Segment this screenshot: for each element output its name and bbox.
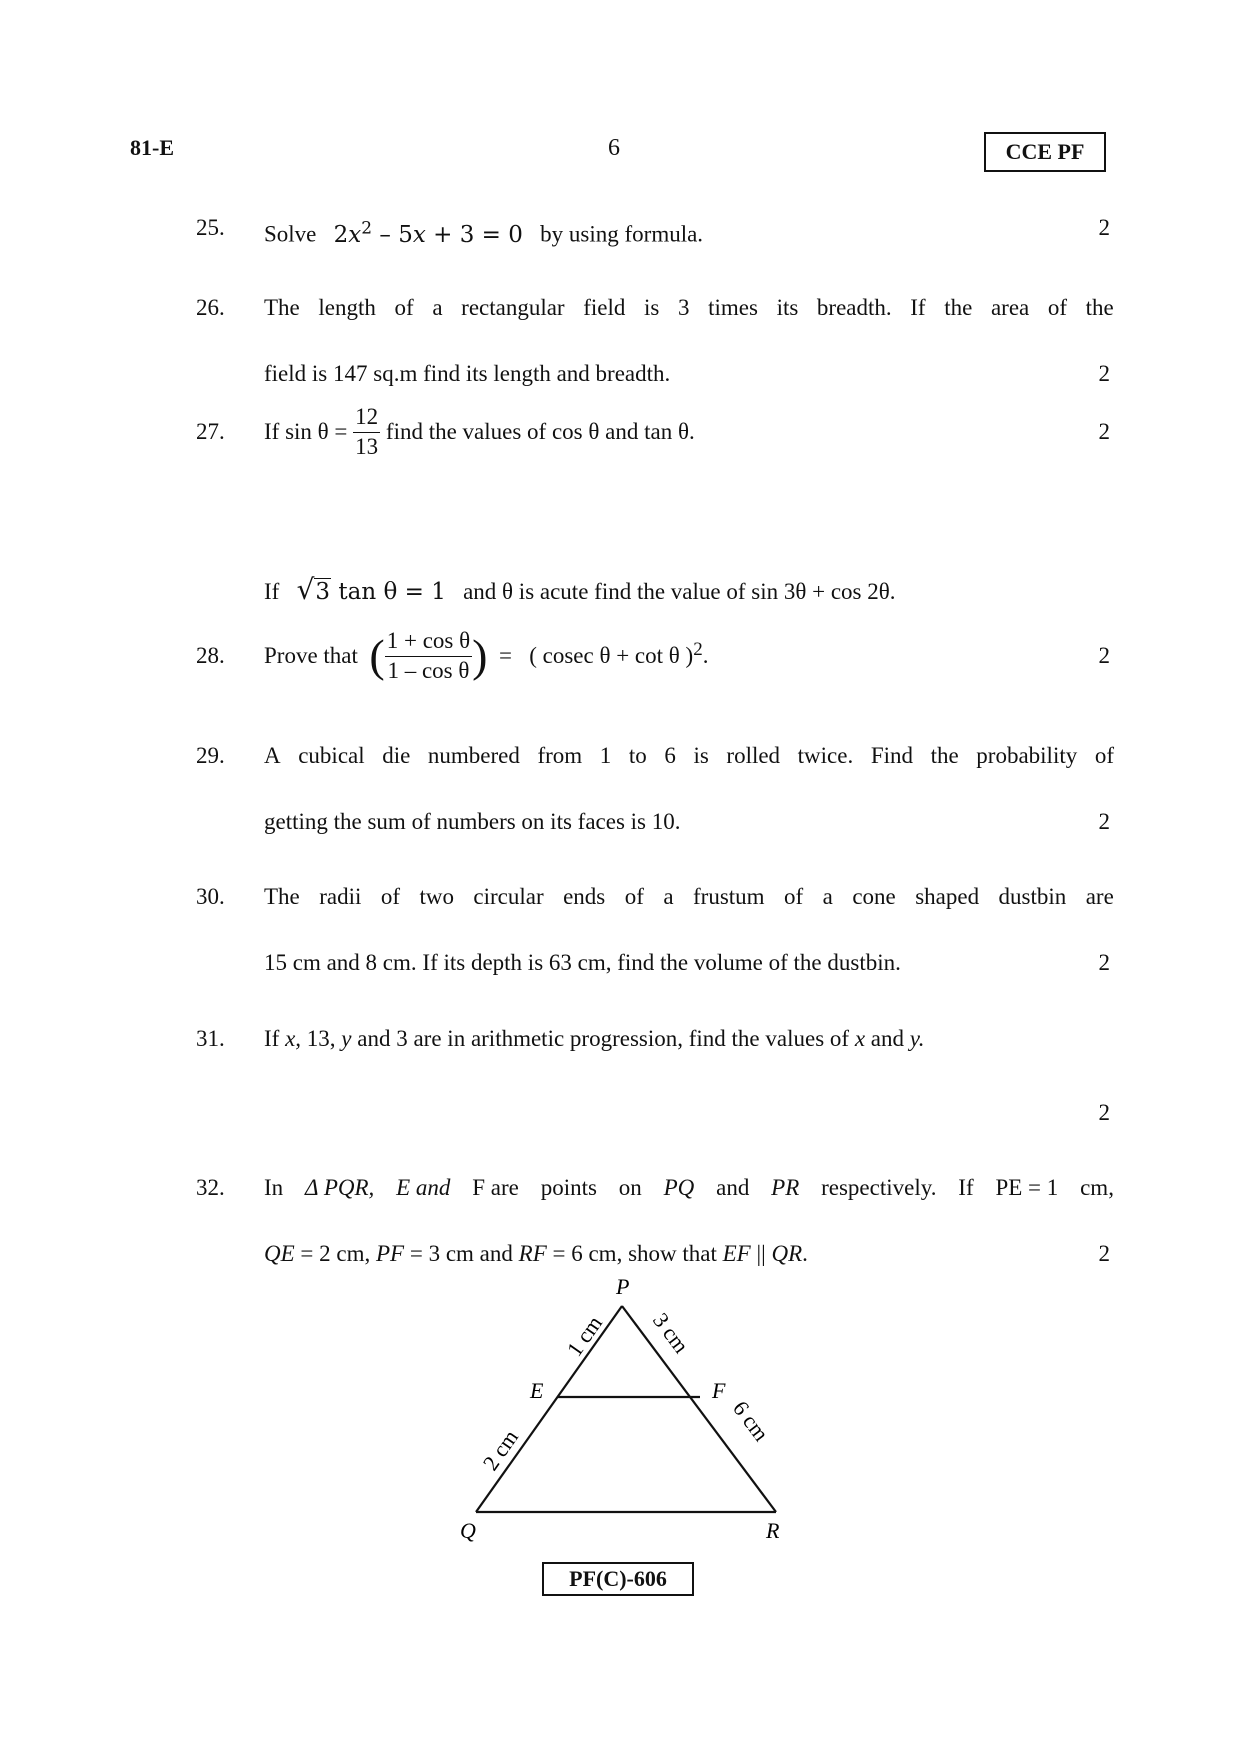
- sqrt-expression: √3 tan θ = 1: [296, 573, 446, 606]
- q28-number: 28.: [196, 643, 225, 668]
- q32-line1: In Δ PQR, E and F are points on PQ and PR respectively. If PE = 1 cm,: [264, 1175, 1114, 1200]
- footer-code-box: PF(C)-606: [542, 1562, 694, 1596]
- q27-marks: 2: [1098, 419, 1110, 444]
- q27-number: 27.: [196, 419, 225, 444]
- q27-fraction: $\frac{12}{13}$: [355, 404, 379, 459]
- triangle-figure: [430, 1270, 810, 1550]
- q30-marks: 2: [1098, 950, 1110, 975]
- label-fr: 6 cm: [728, 1395, 775, 1446]
- label-p: P: [616, 1274, 630, 1299]
- label-pe: 1 cm: [561, 1310, 607, 1361]
- q26-marks: 2: [1098, 361, 1110, 386]
- label-pf: 3 cm: [648, 1307, 695, 1358]
- label-e: E: [530, 1378, 544, 1403]
- q28-fraction: $\frac{\text{1 + cos θ}}{\text{1 – cos θ}}$: [386, 628, 471, 683]
- q32-line2: QE = 2 cm, PF = 3 cm and RF = 6 cm, show that EF || QR.: [264, 1241, 808, 1266]
- q31-number: 31.: [196, 1026, 225, 1051]
- q27-text: If sin θ = $\frac{12}{13}$ find the values of cos θ and tan θ.: [264, 404, 695, 459]
- q28-text: Prove that ( $\frac{\text{1 + cos θ}}{\text{1 – cos θ}}$ ) = ( cosec θ + cot θ ) $^2$ .: [264, 628, 709, 683]
- side-pq: [476, 1306, 622, 1512]
- label-eq: 2 cm: [477, 1424, 523, 1475]
- q25-marks: 2: [1098, 215, 1110, 240]
- page-number: 6: [608, 135, 620, 161]
- q31-text: If x, 13, y and 3 are in arithmetic progression, find the values of x and y.: [264, 1026, 925, 1051]
- label-r: R: [766, 1518, 780, 1543]
- q30-line1: The radii of two circular ends of a frustum of a cone shaped dustbin are: [264, 884, 1114, 909]
- q26-line1: The length of a rectangular field is 3 times its breadth. If the area of the: [264, 295, 1114, 320]
- q26-line2: field is 147 sq.m find its length and breadth.: [264, 361, 671, 386]
- label-q: Q: [460, 1518, 476, 1543]
- q32-marks: 2: [1098, 1241, 1110, 1266]
- q28-marks: 2: [1098, 643, 1110, 668]
- q27-alt-text: If √3 tan θ = 1 and θ is acute find the value of sin 3θ + cos 2θ.: [264, 573, 896, 606]
- label-f: F: [712, 1378, 726, 1403]
- q32-number: 32.: [196, 1175, 225, 1200]
- series-box: CCE PF: [984, 132, 1106, 172]
- q26-number: 26.: [196, 295, 225, 320]
- q30-number: 30.: [196, 884, 225, 909]
- q29-marks: 2: [1098, 809, 1110, 834]
- q30-line2: 15 cm and 8 cm. If its depth is 63 cm, find the volume of the dustbin.: [264, 950, 901, 975]
- q29-number: 29.: [196, 743, 225, 768]
- paper-code: 81-E: [130, 135, 174, 160]
- q25-text: Solve $2x^2 - 5x + 3 = 0$ by using formula.: [264, 218, 704, 248]
- q29-line1: A cubical die numbered from 1 to 6 is rolled twice. Find the probability of: [264, 743, 1114, 768]
- q31-marks: 2: [1098, 1100, 1110, 1125]
- q25-number: 25.: [196, 215, 225, 240]
- q25-equation: $2x^2 - 5x + 3 = 0$: [333, 218, 523, 248]
- q29-line2: getting the sum of numbers on its faces is 10.: [264, 809, 681, 834]
